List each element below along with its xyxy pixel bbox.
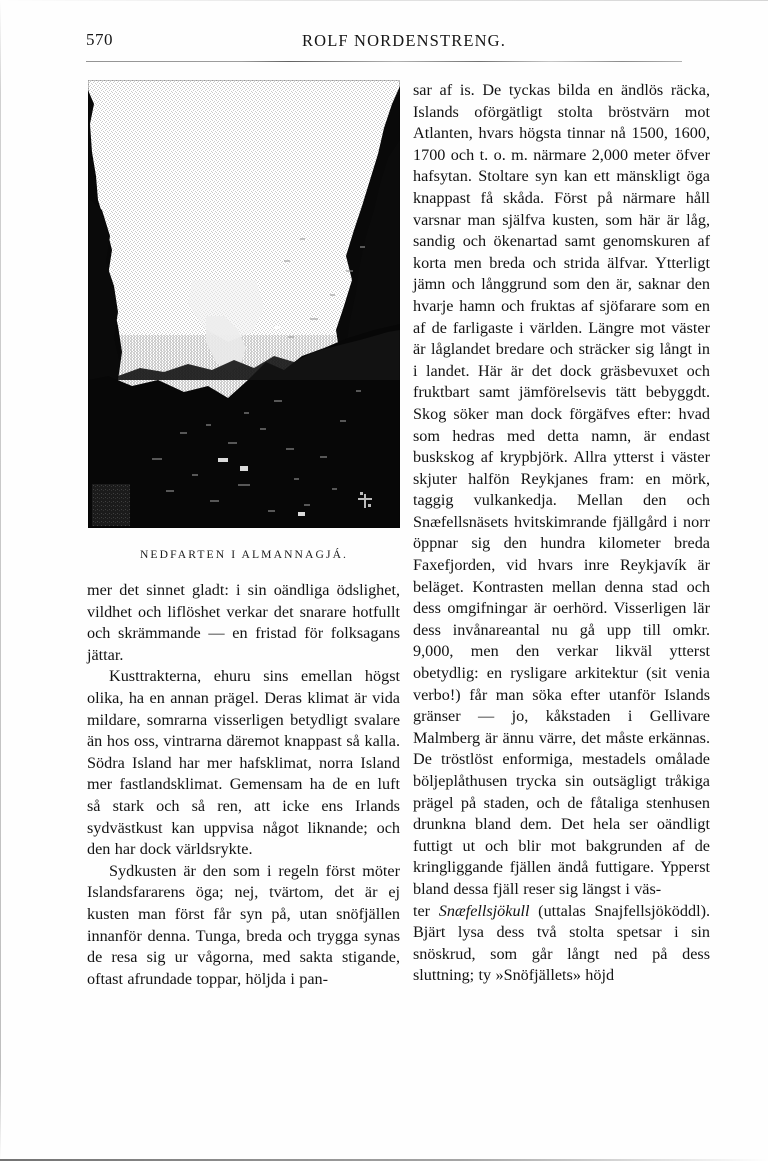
scan-edge-left	[0, 0, 1, 1161]
paragraph: Kusttrakterna, ehuru sins emellan högst olika, ha en annan prägel. Deras klimat är vida mildare, somrarna visserligen betydligt svalare än hos oss, vintrarna däremot knappast så kalla. Södra Island har mer hafsklimat, norra Island mer fastlandsklimat. Gemensam ha de en luft så stark och så ren, att icke ens Irlands sydvästkust kan uppvisa något liknande; och den har dock världsrykte.	[87, 667, 400, 859]
running-head-title: ROLF NORDENSTRENG.	[301, 31, 507, 50]
figure-caption: NEDFARTEN I ALMANNAGJÁ.	[139, 548, 349, 561]
page-number: 570	[86, 30, 113, 49]
paragraph-with-italic	[413, 901, 710, 987]
header-rule	[86, 61, 682, 62]
text-after-italic: (uttalas Snajfellsjököddl). Bjärt lysa dess två stolta spetsar i sin snöskrud, som går långt ned på dess sluttning; ty »Snöfjällets» höjd	[413, 901, 711, 985]
scan-edge-top	[0, 0, 768, 1]
text-column-left	[87, 80, 400, 990]
figure-spacer	[87, 80, 400, 580]
running-head	[86, 30, 682, 56]
italic-place-name: Snæfellsjökull	[438, 901, 530, 920]
paragraph: sar af is. De tyckas bilda en ändlös räcka, Islands oförgätligt stolta bröstvärn mot Atlanten, hvars högsta tinnar nå 1500, 1600, 1700 och t. o. m. närmare 2,000 meter öfver hafsytan. Stoltare syn kan ett mänskligt öga knappast få skåda. Först på närmare håll varsnar man själfva kusten, som här är låg, sandig och ökenartad samt genomskuren af korta men breda och strida älfvar. Ytterligt jämn och långgrund som den är, saknar den hvarje hamn och fruktas af sjöfarare som en af de farligaste i världen. Längre mot väster är låglandet bredare och sträcker sig långt in i landet. Här är det dock gräsbevuxet och fruktbart samt jämförelsevis tätt bebyggdt. Skog söker man dock förgäfves efter: hvad som hedras med detta namn, är endast buskskog af krypbjörk. Allra ytterst i väster skjuter halfön Reykjanes fram: en mörk, taggig vulkankedja. Mellan den och Snæfellsnäsets hvitskimrande fjällgård i norr öppnar sig den hundra kilometer breda Faxefjorden, vid hvars inre Reykjavík är beläget. Kontrasten mellan denna stad och dess omgifningar är oerhörd. Visserligen lär dess invånareantal nu gå upp till omkr. 9,000, men den verkar likväl ytterst obetydlig: en rysligare arkitektur (sit venia verbo!) får man söka efter utanför Islands gränser — jo, kåkstaden i Gellivare Malmberg är ännu värre, det måste erkännas. De tröstlöst enformiga, mestadels omålade böljeplåthusen trycka sin outsägligt tråkiga prägel på staden, och de fåtaliga stenhusen drunkna bland dem. Det hela ser oändligt futtigt ut och blir mot bakgrunden af de kringliggande fjällen ändå futtigare. Ypperst bland dessa fjäll reser sig längst i väs-	[413, 81, 710, 898]
text-column-right	[413, 80, 710, 987]
text-before-italic: ter	[413, 901, 439, 920]
paragraph: Sydkusten är den som i regeln först möter Islandsfararens öga; nej, tvärtom, det är ej kusten man först får syn på, utan snöfjällen innanför denna. Tunga, breda och trygga synas de resa sig ur vågorna, med sakta stigande, oftast afrundade toppar, höljda i pan-	[87, 861, 400, 988]
paragraph: mer det sinnet gladt: i sin oändliga ödslighet, vildhet och liflöshet verkar det snarare hotfullt och skrämmande — en fristad för folksagans jättar.	[87, 581, 400, 664]
